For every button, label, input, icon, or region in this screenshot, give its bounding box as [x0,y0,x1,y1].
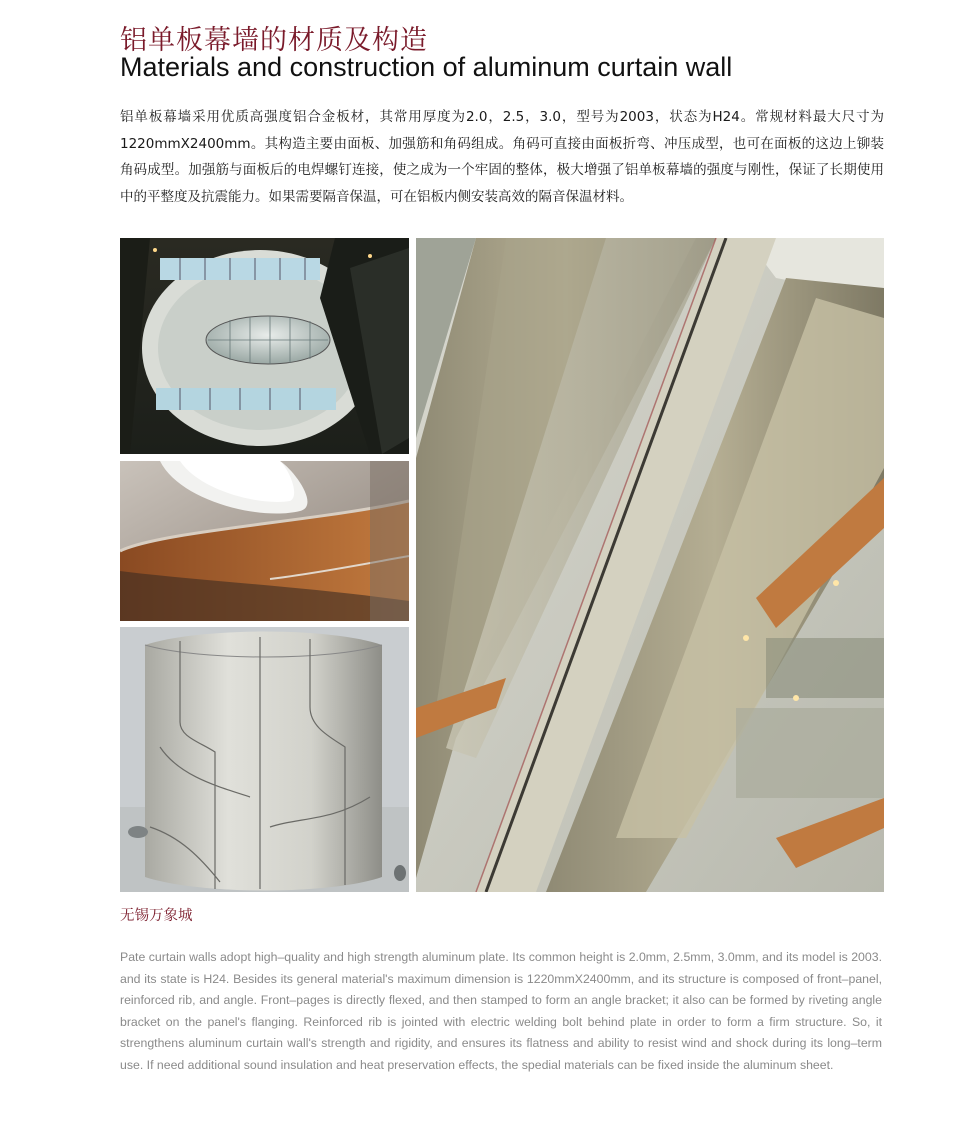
photo-escalator-atrium [416,238,884,892]
page-title-english: Materials and construction of aluminum curtain wall [120,52,733,82]
photo-curved-ceiling [120,461,409,621]
page-title-chinese: 铝单板幕墙的材质及构造 [120,25,428,56]
photo-atrium-skylight [120,238,409,454]
intro-paragraph-chinese: 铝单板幕墙采用优质高强度铝合金板材，其常用厚度为2.0，2.5，3.0，型号为2003，状态为H24。常规材料最大尺寸为1220mmX2400mm。其构造主要由面板、加强筋和角码组成。角码可直接由面板折弯、冲压成型，也可在面板的这边上铆装角码成型。加强筋与面板后的电焊螺钉连接，使之成为一个牢固的整体，极大增强了铝单板幕墙的强度与刚性，保证了长期使用中的平整度及抗震能力。如果需要隔音保温，可在铝板内侧安装高效的隔音保温材料。 [120,109,884,205]
body-paragraph-english: Pate curtain walls adopt high–quality and high strength aluminum plate. Its common height is 2.0mm, 2.5mm, 3.0mm, and its model is 2003. and its state is H24. Besides its general material's maximum dimension is 1220mmX2400mm, and its structure is composed of front–panel, reinforced rib, and angle. Front–pages is directly flexed, and then stamped to form an angle bracket; it also can be formed by riveting angle bracket on the panel's flanging. Reinforced rib is jointed with electric welding bolt behind plate in order to form a firm structure. So, it strengthens aluminum curtain wall's strength and rigidity, and ensures its flatness and ability to resist wind and shock during its long–term use. If need additional sound insulation and heat preservation effects, the spedial materials can be fixed inside the aluminum sheet. [120,950,882,1072]
photo-caption: 无锡万象城 [120,908,193,924]
photo-cylindrical-column [120,627,409,892]
